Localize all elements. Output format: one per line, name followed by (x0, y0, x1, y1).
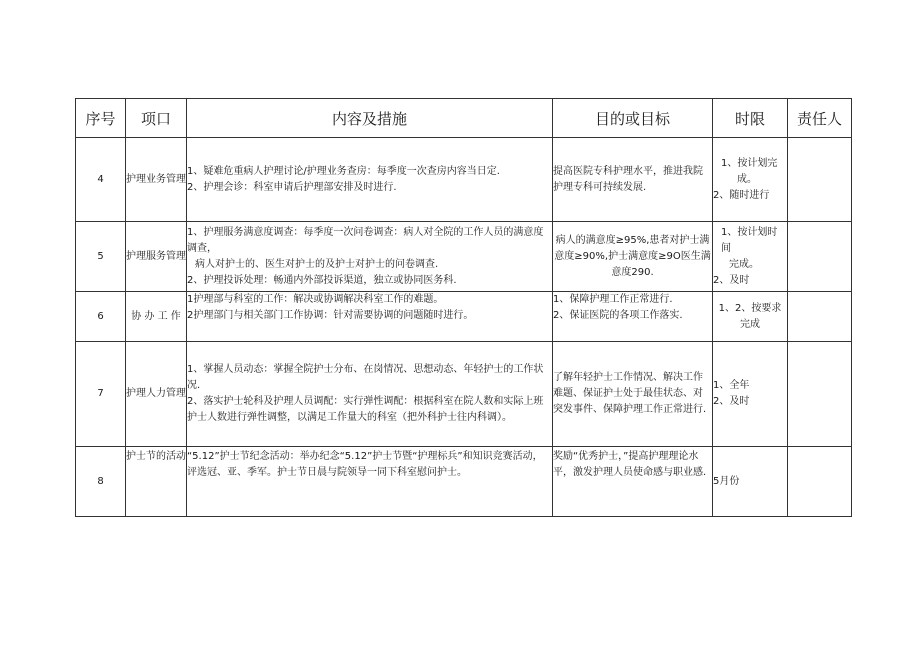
content-line: 病人对护士的、医生对护士的及护士对护士的问卷调查. (195, 258, 439, 270)
time-line: 完成 (740, 318, 760, 330)
row-time (713, 447, 788, 517)
row-item: 护理业务管理 (126, 138, 187, 222)
row-content (187, 447, 553, 517)
goal-line: 奖励“优秀护士，”提高护理理论水平，激发护理人员使命感与职业感. (553, 451, 707, 478)
row-num: 5 (76, 222, 126, 292)
row-goal (553, 447, 713, 517)
time-line: 2、及时 (713, 274, 750, 286)
row-goal (553, 342, 713, 447)
content-line: 2护理部门与相关部门工作协调：针对需要协调的问题随时进行。 (187, 310, 474, 321)
content-line: 1、疑难危重病人护理讨论/护理业务查房：每季度一次查房内容当日定. (187, 165, 500, 177)
row-time (713, 292, 788, 342)
time-line: 成。 (737, 173, 757, 185)
content-line: 2、落实护士轮科及护理人员调配：实行弹性调配：根据科室在院人数和实际上班护士人数进行弹性调整，以满足工作量大的科室（把外科护士往内科调）。 (187, 396, 544, 423)
header-num: 序号 (76, 99, 126, 138)
content-line: 1、掌握人员动态：掌握全院护士分布、在岗情况、思想动态、年轻护士的工作状况. (187, 364, 544, 391)
time-line: 5月份 (713, 475, 740, 487)
content-line: 1护理部与科室的工作：解决或协调解决科室工作的难题。 (187, 294, 444, 305)
goal-line: 2、保证医院的各项工作落实. (553, 310, 683, 321)
header-owner: 责任人 (788, 99, 852, 138)
time-line: 2、随时进行 (713, 189, 770, 201)
content-line: “5.12”护士节纪念活动：举办纪念“5.12”护士节暨“护理标兵”和知识竞赛活动，评选冠、亚、季军。护士节日晨与院领导一同下科室慰问护士。 (187, 451, 543, 478)
row-owner (788, 222, 852, 292)
row-content (187, 342, 553, 447)
table-row (76, 138, 852, 222)
row-item: 协 办 工 作 (126, 292, 187, 342)
row-owner (788, 138, 852, 222)
header-content: 内容及措施 (187, 99, 553, 138)
row-time (713, 222, 788, 292)
row-time (713, 138, 788, 222)
row-owner (788, 292, 852, 342)
row-goal (553, 292, 713, 342)
time-line: 1、全年 (713, 380, 750, 391)
goal-line: 了解年轻护士工作情况、解决工作难题、保证护士处于最佳状态、对突发事件、保障护理工作正常进行. (553, 372, 707, 415)
row-owner (788, 342, 852, 447)
header-goal: 目的或目标 (553, 99, 713, 138)
content-line: 1、护理服务满意度调查：每季度一次问卷调查：病人对全院的工作人员的满意度调查， (187, 226, 544, 254)
row-goal (553, 222, 713, 292)
row-time (713, 342, 788, 447)
row-goal (553, 138, 713, 222)
content-line: 2、护理投诉处理：畅通内外部投诉渠道，独立或协同医务科. (187, 274, 457, 286)
goal-line: 提高医院专科护理水平，推进我院护理专科可持续发展. (553, 165, 703, 193)
row-item: 护理人力管理 (126, 342, 187, 447)
goal-line: 病人的满意度≥95%,患者对护士满意度≥90%,护士满意度≥9O医生满意度290. (554, 234, 711, 278)
row-content (187, 138, 553, 222)
row-num: 7 (76, 342, 126, 447)
table-row (76, 222, 852, 292)
time-line: 完成。 (729, 258, 759, 270)
work-plan-table (75, 98, 852, 517)
content-line: 2、护理会诊：科室申请后护理部安排及时进行. (187, 181, 397, 193)
time-line: 1、按计划时间 (721, 226, 778, 254)
goal-line: 1、保障护理工作正常进行. (553, 294, 673, 305)
header-item: 项口 (126, 99, 187, 138)
header-row (76, 99, 852, 138)
header-time: 时限 (713, 99, 788, 138)
time-line: 1、按计划完 (721, 157, 778, 169)
row-content (187, 292, 553, 342)
row-owner (788, 447, 852, 517)
row-item: 护理服务管理 (126, 222, 187, 292)
time-line: 2、及时 (713, 396, 750, 407)
table-row (76, 342, 852, 447)
table-row (76, 292, 852, 342)
table-row (76, 447, 852, 517)
row-content (187, 222, 553, 292)
time-line: 1、2、按要求 (718, 302, 782, 314)
row-num: 8 (76, 447, 126, 517)
row-num: 4 (76, 138, 126, 222)
row-item: 护士节的活动 (126, 447, 187, 517)
row-num: 6 (76, 292, 126, 342)
